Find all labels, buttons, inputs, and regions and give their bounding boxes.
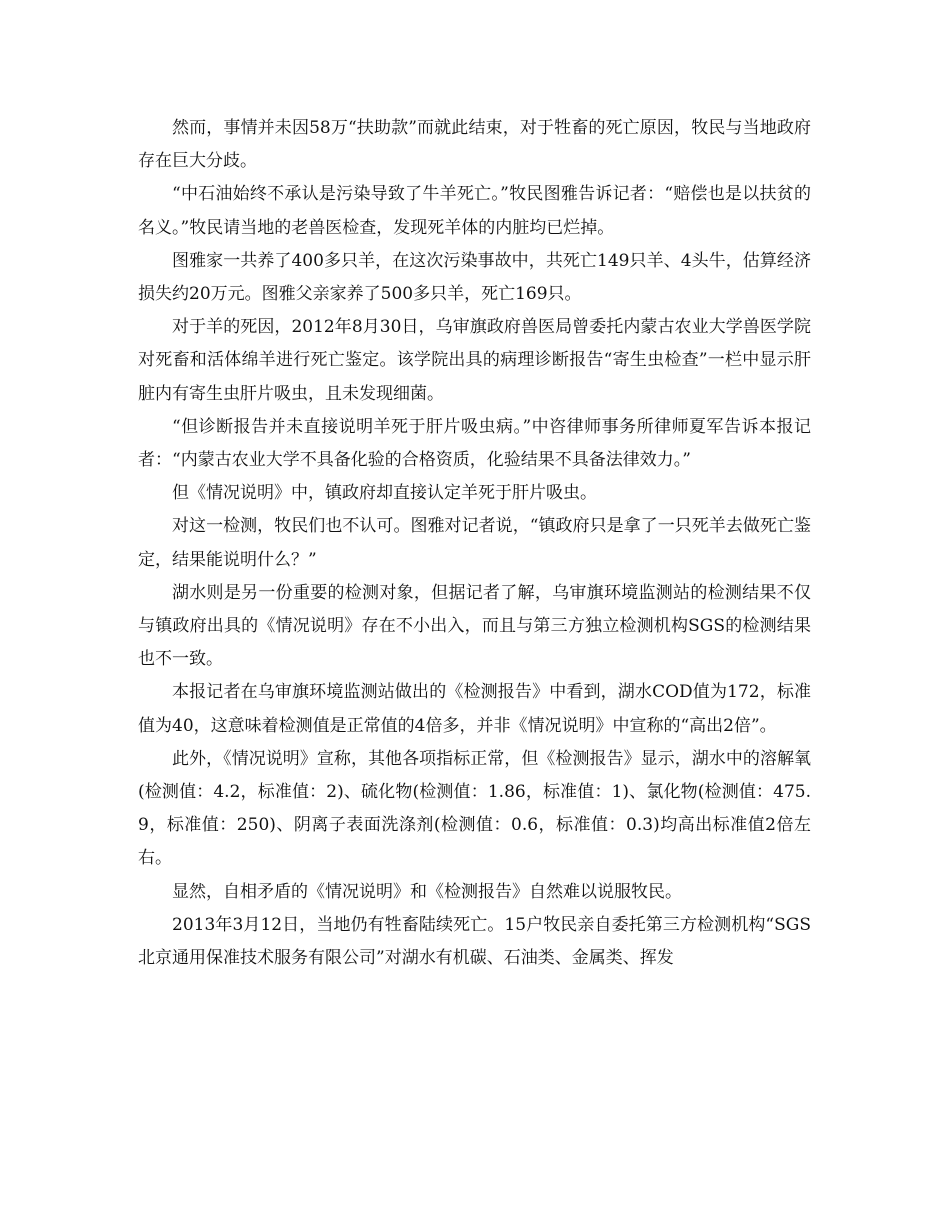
paragraph: 然而，事情并未因58万“扶助款”而就此结束，对于牲畜的死亡原因，牧民与当地政府存在巨大分歧。 xyxy=(138,118,811,172)
paragraph: 本报记者在乌审旗环境监测站做出的《检测报告》中看到，湖水COD值为172，标准值为40，这意味着检测值是正常值的4倍多，并非《情况说明》中宣称的“高出2倍”。 xyxy=(138,682,811,736)
paragraph: 但《情况说明》中，镇政府却直接认定羊死于肝片吸虫。 xyxy=(172,483,597,504)
paragraph: 图雅家一共养了400多只羊，在这次污染事故中，共死亡149只羊、4头牛，估算经济损失约20万元。图雅父亲家养了500多只羊，死亡169只。 xyxy=(138,250,811,305)
paragraph: “但诊断报告并未直接说明羊死于肝片吸虫病。”中咨律师事务所律师夏军告诉本报记者：“内蒙古农业大学不具备化验的合格资质，化验结果不具备法律效力。” xyxy=(138,416,811,471)
paragraph: 对于羊的死因，2012年8月30日，乌审旗政府兽医局曾委托内蒙古农业大学兽医学院对死畜和活体绵羊进行死亡鉴定。该学院出具的病理诊断报告“寄生虫检查”一栏中显示肝脏内有寄生虫肝片吸虫，且未发现细菌。 xyxy=(138,317,811,404)
paragraph: 显然，自相矛盾的《情况说明》和《检测报告》自然难以说服牧民。 xyxy=(172,881,682,902)
paragraph: 湖水则是另一份重要的检测对象，但据记者了解，乌审旗环境监测站的检测结果不仅与镇政府出具的《情况说明》存在不小出入，而且与第三方独立检测机构SGS的检测结果也不一致。 xyxy=(138,582,811,670)
paragraph: 2013年3月12日，当地仍有牲畜陆续死亡。15户牧民亲自委托第三方检测机构“SGS北京通用保准技术服务有限公司”对湖水有机碳、石油类、金属类、挥发 xyxy=(138,914,811,969)
paragraph: 此外，《情况说明》宣称，其他各项指标正常，但《检测报告》显示，湖水中的溶解氧(检测值：4.2，标准值：2)、硫化物(检测值：1.86，标准值：1)、氯化物(检测值：475.9，标准值：250)、阴离子表面洗涤剂(检测值：0.6，标准值：0.3)均高出标准值2倍左右。 xyxy=(138,748,811,869)
paragraph: “中石油始终不承认是污染导致了牛羊死亡。”牧民图雅告诉记者：“赔偿也是以扶贫的名义。”牧民请当地的老兽医检查，发现死羊体的内脏均已烂掉。 xyxy=(138,184,811,238)
paragraph: 对这一检测，牧民们也不认可。图雅对记者说，“镇政府只是拿了一只死羊去做死亡鉴定，结果能说明什么？” xyxy=(138,516,811,570)
article-body xyxy=(138,112,811,975)
